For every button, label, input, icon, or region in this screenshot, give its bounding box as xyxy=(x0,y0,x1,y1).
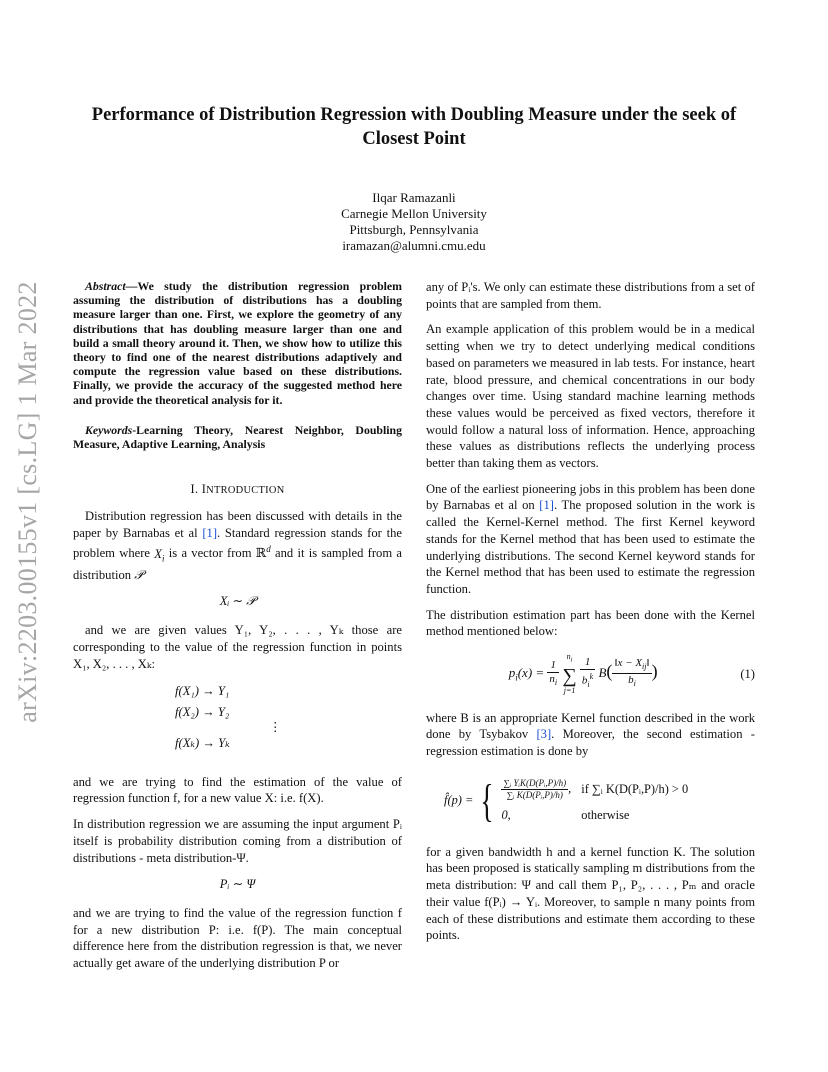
cases-rows xyxy=(501,778,688,824)
citation-link-1[interactable]: [1] xyxy=(539,498,554,513)
case-2-value: 0, xyxy=(501,807,511,822)
keywords-text: -Learning Theory, Nearest Neighbor, Doubling Measure, Adaptive Learning, Analysis xyxy=(73,422,402,452)
keywords xyxy=(73,423,402,451)
paper-title: Performance of Distribution Regression with Doubling Measure under the seek of Closest Point xyxy=(91,105,737,149)
abstract-dash: — xyxy=(125,279,138,293)
right-paragraph-3: One of the earliest pioneering jobs in this problem has been done by Barnabas et al on [1]. The proposed solution in the work is called the Kernel-Kernel method. The first Kernel keyword stands for the Kernel method that has been used to estimate the underlying distributions. The second Kernel keyword stands for the Kernel method that has been used to estimate the regression function. xyxy=(426,481,755,596)
fraction-one-over-bik: $\frac{1}{b_i^k}$ xyxy=(581,656,594,690)
intro-paragraph-5: and we are trying to find the value of the regression function f for a new distribution P: i.e. f(P). The main conceptual difference here from the distribution regression is that, we never actually get aware of the underlying distribution P or xyxy=(73,905,402,971)
regression-mapping-equations xyxy=(175,681,402,754)
intro-paragraph-2: and we are given values Y₁, Y₂, . . . , Yₖ those are corresponding to the value of the regression function in points X₁, X₂, . . . , Xₖ: xyxy=(73,623,402,671)
author-location: Pittsburgh, Pennsylvania xyxy=(349,222,479,237)
author-affiliation: Carnegie Mellon University xyxy=(341,206,487,221)
right-paragraph-5: where B is an appropriate Kernel function described in the work done by Tsybakov [3]. Moreover, the second estimation - regression estimation is done by xyxy=(426,710,755,759)
right-paragraph-2: An example application of this problem would be in a medical setting when we try to detect underlying medical conditions based on parameters we measured in lab tests. For instance, heart rate, blood pressure, and chemical concentrations in our body changes over time. Using standard machine learning methods these values would be perceived as fixed vectors, therefore it would follow a natural loss of information. Hence, approaching these values as distributions reflects the underlying process better than taking them as vectors. xyxy=(426,322,755,471)
arxiv-sidebar-stamp xyxy=(8,262,48,742)
summation-j: $n_i$ ∑ j=1 xyxy=(562,652,577,695)
section-heading-introduction: I. INTRODUCTION xyxy=(190,482,285,497)
case-1-condition: if ∑ᵢ K(D(Pᵢ,P)/h) > 0 xyxy=(581,782,689,797)
intro-paragraph-1: Distribution regression has been discussed with details in the paper by Barnabas et al [1]. Standard regression stands for the problem where $X_i$ is a vector from ℝ$^d$ and it is sampled from a distribution 𝒫 xyxy=(73,508,403,582)
author-email: iramazan@alumni.cmu.edu xyxy=(342,238,486,253)
arxiv-identifier: arXiv:2203.00155v1 [cs.LG] 1 Mar 2022 xyxy=(13,281,42,723)
fraction-kernel-argument: $\frac{‖x - X_{ij}‖}{b_i}$ xyxy=(614,657,650,689)
estimator-lhs: f̂(p) = xyxy=(444,793,474,808)
intro-paragraph-4: In distribution regression we are assuming the input argument Pᵢ itself is probability distribution coming from a distribution of distributions - meta distribution-Ψ. xyxy=(73,817,402,865)
abstract xyxy=(73,279,402,407)
regression-estimator-equation xyxy=(444,774,755,826)
mapping-vertical-dots: ⋮ xyxy=(269,720,282,735)
equation-1-number: (1) xyxy=(740,666,755,681)
equation-pi-meta-distribution: Pᵢ ∼ Ψ xyxy=(219,877,256,892)
mapping-row-1: f(X₁) → Y₁ xyxy=(175,684,230,699)
author-name: Ilqar Ramazanli xyxy=(372,190,456,205)
abstract-label: Abstract xyxy=(85,279,126,293)
author-block xyxy=(214,190,614,254)
abstract-text: We study the distribution regression problem assuming the distribution of distributions has a doubling measure larger than one. First, we explore the geometry of any distributions that has doubling measure larger than one and build a small theory around it. Then, we show how to utilize this theory to find one of the nearest distributions adaptively and compute the regression value based on these distributions. Finally, we provide the accuracy of the suggested method here and provide the theoretical analysis for it. xyxy=(73,279,402,407)
equation-1-kernel-density xyxy=(426,652,755,696)
right-paragraph-6: for a given bandwidth h and a kernel function K. The solution has been proposed is statically sampling m distributions from the meta distribution: Ψ and call them P₁, P₂, . . . , Pₘ and oracle their value f(Pᵢ) → Yᵢ. Moreover, to sample n many points from each of these distributions and estimate them according to these points. xyxy=(426,844,755,943)
case-1-value: $\frac{\text{∑ᵢ YᵢK(D(Pᵢ,P)/h)}}{\text{∑ᵢ K(D(Pᵢ,P)/h)}}$ , xyxy=(503,777,572,800)
citation-link-3[interactable]: [3] xyxy=(536,727,552,742)
equation-xi-distribution: Xᵢ ∼ 𝒫 xyxy=(219,594,256,609)
right-paragraph-4: The distribution estimation part has been done with the Kernel method mentioned below: xyxy=(426,607,755,639)
mapping-row-k: f(Xₖ) → Yₖ xyxy=(175,736,230,751)
right-column xyxy=(426,279,755,953)
fraction-one-over-ni: $\frac{1}{n_i}$ xyxy=(549,658,558,687)
left-column xyxy=(73,279,402,981)
right-paragraph-1: any of Pᵢ's. We only can estimate these distributions from a set of points that are sampled from them. xyxy=(426,280,755,311)
citation-link-1[interactable]: [1] xyxy=(202,525,218,540)
case-2-condition: otherwise xyxy=(581,807,630,822)
keywords-label: Keywords xyxy=(85,422,133,437)
intro-paragraph-3: and we are trying to find the estimation of the value of regression function f, for a new value X: i.e. f(X). xyxy=(73,774,402,806)
cases-brace: { xyxy=(480,774,495,826)
equation-1-body: $p_i(x)$ = $\frac{1}{n_i}$ $n_i$ ∑ j=1 $\frac{1}{b_i^k}$ B( $\frac{‖x - X_{ij}‖}{b_i}$ ) xyxy=(508,652,658,695)
mapping-row-2: f(X₂) → Y₂ xyxy=(175,704,230,719)
